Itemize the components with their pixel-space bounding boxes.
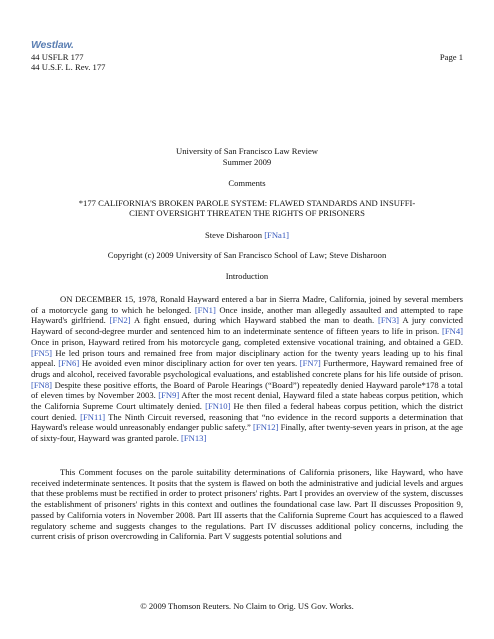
citation-secondary: 44 U.S.F. L. Rev. 177 [31,62,106,72]
article-title-line-1: *177 CALIFORNIA'S BROKEN PAROLE SYSTEM: FLAWED STANDARDS AND INSUFFI- [78,198,416,208]
page-footer: © 2009 Thomson Reuters. No Claim to Orig. US Gov. Works. [140,601,354,611]
section-heading-introduction: Introduction [225,271,269,281]
citation-primary: 44 USFLR 177 [31,52,84,62]
footnote-link-fn12[interactable]: [FN12] [253,422,279,433]
footnote-link-fn8[interactable]: [FN8] [31,379,53,390]
footnote-link-fn9[interactable]: [FN9] [158,390,180,401]
footnote-link-fn6[interactable]: [FN6] [58,358,80,369]
footnote-link-fn5[interactable]: [FN5] [31,347,53,358]
footnote-link-fn11[interactable]: [FN11] [80,411,106,422]
author-line [31,230,463,240]
article-title [31,198,463,219]
body-paragraph-1: ON DECEMBER 15, 1978, Ronald Hayward entered a bar in Sierra Madre, California, joined by several members of a motorcycle gang to which he belonged. [FN1] Once inside, another man allegedly assaulted and attempted to rape Hayward's girlfriend. [FN2] A fight ensued, during which Hayward stabbed the man to death. [FN3] A jury convicted Hayward of second-degree murder and sentenced him to an indeterminate sentence of fifteen years to life in prison. [FN4] Once in prison, Hayward retired from his motorcycle gang, completed extensive vocational training, and obtained a GED. [FN5] He led prison tours and remained free from major disciplinary action for the twenty years leading up to his final appeal. [FN6] He avoided even minor disciplinary action for over ten years. [FN7] Furthermore, Hayward remained free of drugs and alcohol, received favorable psychological evaluations, and established concrete plans for his life outside of prison. [FN8] Despite these positive efforts, the Board of Parole Hearings (“Board”) repeatedly denied Hayward parole*178 a total of eleven times by November 2003. [FN9] After the most recent denial, Hayward filed a state habeas corpus petition, which the California Supreme Court ultimately denied. [FN10] He then filed a federal habeas corpus petition, which the district court denied. [FN11] The Ninth Circuit reversed, reasoning that “no evidence in the record supports a determination that Hayward's release would unreasonably endanger public safety.” [FN12] Finally, after twenty-seven years in prison, at the age of sixty-four, Hayward was granted parole. [FN13] [31,294,463,444]
citation-block [31,52,105,72]
journal-name: University of San Francisco Law Review [175,146,318,156]
footnote-link-fn4[interactable]: [FN4] [441,326,463,337]
footnote-link-fn1[interactable]: [FN1] [194,304,216,315]
body-paragraph-2: This Comment focuses on the parole suitability determinations of California prisoners, like Hayward, who have received indeterminate sentences. It posits that the system is flawed on both the administrative and judicial levels and argues that these problems must be rectified in order to protect prisoners' rights. Part I provides an overview of the system, discusses the establishment of prisoners' rights in this context and outlines the foundational case law. Part II discusses Proposition 9, passed by California voters in November 2008. Part III asserts that the California Supreme Court has acquiesced to a flawed regulatory scheme and suggests changes to the regulations. Part IV discusses additional policy concerns, including the current crisis of prison overcrowding in California. Part V suggests potential solutions and [31,467,463,542]
footnote-link-fn10[interactable]: [FN10] [205,401,231,412]
author-name: Steve Disharoon [204,230,263,240]
footnote-link-fn2[interactable]: [FN2] [109,315,131,326]
page-number: Page 1 [439,52,463,62]
footnote-link-fn3[interactable]: [FN3] [377,315,399,326]
copyright-line: Copyright (c) 2009 University of San Francisco School of Law; Steve Disharoon [107,250,387,260]
footnote-link-fn7[interactable]: [FN7] [299,358,321,369]
author-footnote-link[interactable]: [FNa1] [264,230,290,240]
westlaw-logo: Westlaw. [31,39,74,51]
footnote-link-fn13[interactable]: [FN13] [181,433,207,444]
article-title-line-2: CIENT OVERSIGHT THREATEN THE RIGHTS OF PRISONERS [129,208,365,219]
section-label: Comments [228,178,266,188]
issue-date: Summer 2009 [222,157,272,167]
